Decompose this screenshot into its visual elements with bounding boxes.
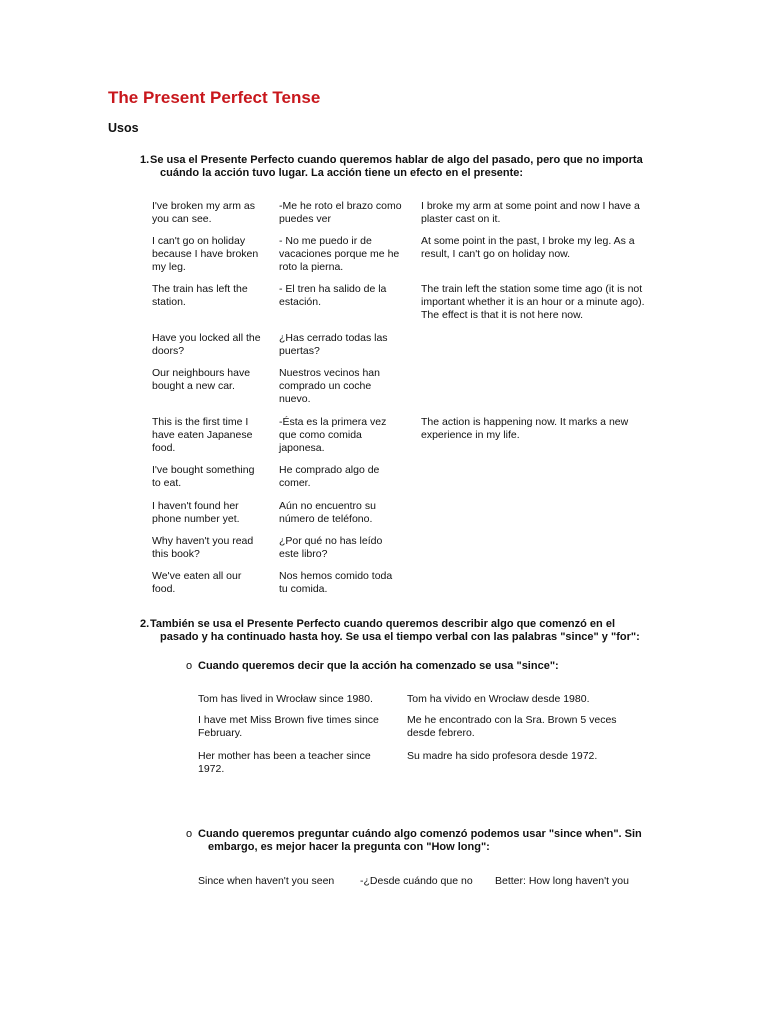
list-item-text: pasado y ha continuado hasta hoy. Se usa el tiempo verbal con las palabras "since" y "for": (160, 631, 640, 643)
table-cell-en: Her mother has been a teacher since 1972. (198, 750, 371, 775)
table-cell-note: At some point in the past, I broke my leg. As a result, I can't go on holiday now. (421, 235, 635, 260)
bullet-marker: o (186, 828, 193, 840)
table-cell-en: I haven't found her phone number yet. (152, 500, 240, 525)
table-cell-note: The action is happening now. It marks a new experience in my life. (421, 416, 629, 441)
list-number: 2. (140, 618, 150, 630)
table-cell-note: Better: How long haven't you (495, 875, 629, 887)
table-cell-en: Why haven't you read this book? (152, 535, 254, 560)
table-cell-es: Su madre ha sido profesora desde 1972. (407, 750, 598, 762)
sub-list-item-text: Cuando queremos preguntar cuándo algo comenzó podemos usar "since when". Sin (198, 828, 642, 840)
table-cell-en: Our neighbours have bought a new car. (152, 367, 251, 392)
table-cell-en: Have you locked all the doors? (152, 332, 261, 357)
page-title: The Present Perfect Tense (108, 88, 321, 107)
table-cell-en: Since when haven't you seen (198, 875, 335, 887)
table-cell-es: Tom ha vivido en Wrocław desde 1980. (407, 693, 590, 705)
table-cell-es: He comprado algo de comer. (279, 464, 380, 489)
table-cell-es: - El tren ha salido de la estación. (279, 283, 387, 308)
table-cell-en: I can't go on holiday because I have broken my leg. (152, 235, 259, 273)
table-cell-en: The train has left the station. (152, 283, 248, 308)
sub-list-item-text: Cuando queremos decir que la acción ha comenzado se usa "since": (198, 660, 559, 672)
table-cell-es: Nos hemos comido toda tu comida. (279, 570, 393, 595)
table-cell-es: ¿Has cerrado todas las puertas? (279, 332, 388, 357)
bullet-marker: o (186, 660, 193, 672)
table-cell-en: I've broken my arm as you can see. (152, 200, 255, 225)
list-item-text: Se usa el Presente Perfecto cuando queremos hablar de algo del pasado, pero que no importa (150, 154, 643, 166)
section-heading: Usos (108, 121, 139, 135)
table-cell-en: We've eaten all our food. (152, 570, 242, 595)
table-cell-en: I have met Miss Brown five times since February. (198, 714, 379, 739)
table-cell-es: -Ésta es la primera vez que como comida japonesa. (279, 416, 387, 454)
list-item-text: cuándo la acción tuvo lugar. La acción tiene un efecto en el presente: (160, 167, 524, 179)
table-cell-en: I've bought something to eat. (152, 464, 255, 489)
table-cell-en: Tom has lived in Wrocław since 1980. (198, 693, 373, 705)
table-cell-es: Aún no encuentro su número de teléfono. (279, 500, 376, 525)
table-cell-es: - No me puedo ir de vacaciones porque me he roto la pierna. (279, 235, 400, 273)
list-number: 1. (140, 154, 150, 166)
sub-list-item-text: embargo, es mejor hacer la pregunta con "How long": (208, 841, 490, 853)
table-cell-es: Me he encontrado con la Sra. Brown 5 veces desde febrero. (407, 714, 617, 739)
table-cell-en: This is the first time I have eaten Japanese food. (152, 416, 253, 454)
table-cell-note: I broke my arm at some point and now I have a plaster cast on it. (421, 200, 640, 225)
table-cell-es: ¿Por qué no has leído este libro? (279, 535, 383, 560)
table-cell-es: Nuestros vecinos han comprado un coche nuevo. (279, 367, 380, 405)
table-cell-es: -¿Desde cuándo que no (360, 875, 473, 887)
list-item-text: También se usa el Presente Perfecto cuando queremos describir algo que comenzó en el (150, 618, 615, 630)
table-cell-es: -Me he roto el brazo como puedes ver (279, 200, 402, 225)
table-cell-note: The train left the station some time ago (it is not important whether it is an hour or a minute ago). The effect is that it is not here now. (421, 283, 645, 321)
